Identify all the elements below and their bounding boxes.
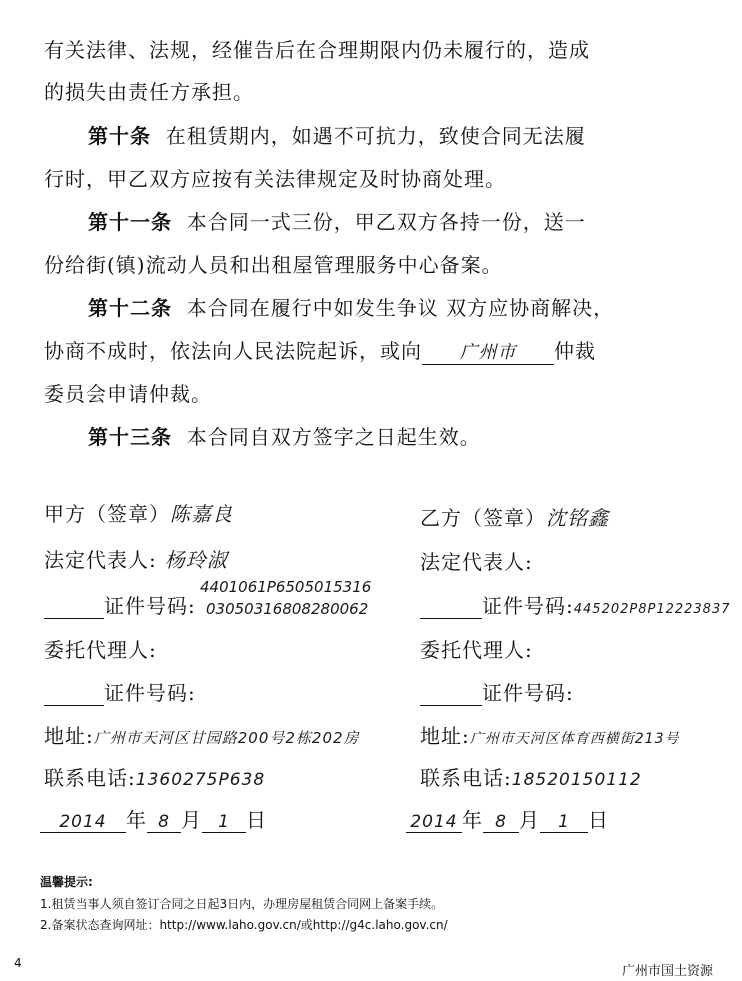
party-b-phone-value: 18520150112: [511, 770, 642, 790]
party-b-sign-label: 乙方（签章）: [420, 506, 546, 530]
body-line-1: 有关法律、法规，经催告后在合理期限内仍未履行的，造成: [44, 38, 590, 62]
party-b-address-value: 广州市天河区体育西横街213号: [469, 731, 680, 747]
party-a-id-label: 证件号码:: [104, 594, 196, 618]
party-a-date-month: 8: [147, 812, 181, 833]
article-12-line-2: [44, 335, 596, 365]
party-a-phone-row: [44, 762, 265, 791]
party-a-rep-label: 法定代表人:: [44, 548, 157, 572]
party-b-agent-label: 委托代理人:: [420, 638, 533, 662]
party-a-agent-id-blank: [44, 681, 104, 706]
party-a-sign-label: 甲方（签章）: [44, 502, 170, 526]
article-12-heading: 第十二条: [88, 296, 172, 320]
arbitration-city-field: 广州市: [422, 338, 554, 365]
party-b-agent-id-blank: [420, 681, 482, 706]
party-a-agent-label: 委托代理人:: [44, 638, 157, 662]
tips-item-1: 1.租赁当事人须自签订合同之日起3日内，办理房屋租赁合同网上备案手续。: [40, 897, 444, 911]
party-a-address-value: 广州市天河区甘园路200号2栋202房: [93, 729, 360, 747]
article-11-line-2: 份给街(镇)流动人员和出租屋管理服务中心备案。: [44, 253, 503, 277]
party-a-agent-id-row: [44, 677, 196, 706]
party-a-date-day: 1: [202, 812, 246, 833]
party-a-phone-label: 联系电话:: [44, 766, 136, 790]
body-line-2: 的损失由责任方承担。: [44, 80, 254, 104]
party-b-phone-row: [420, 762, 642, 791]
party-a-day-char: 日: [246, 808, 267, 832]
party-a-year-char: 年: [126, 808, 147, 832]
article-12-line-1: [88, 292, 614, 321]
party-b-date-day: 1: [540, 812, 588, 833]
party-b-date-month: 8: [483, 812, 519, 833]
article-13-line-1: [88, 421, 481, 450]
party-b-signature: 沈铭鑫: [546, 506, 609, 530]
article-10-line-2: 行时，甲乙双方应按有关法律规定及时协商处理。: [44, 167, 506, 191]
party-a-id-number-1: 4401061P6505015316: [200, 578, 372, 596]
party-b-id-row: [420, 590, 731, 619]
article-11-heading: 第十一条: [88, 210, 172, 234]
article-11-line-1: [88, 206, 586, 235]
article-12-text-2a: 协商不成时，依法向人民法院起诉，或向: [44, 339, 422, 363]
article-12-text-2b: 仲裁: [554, 339, 596, 363]
article-11-text-1: 本合同一式三份，甲乙双方各持一份，送一: [186, 210, 586, 234]
party-a-address-row: [44, 720, 360, 749]
party-a-rep-signature: 杨玲淑: [164, 548, 228, 572]
party-a-date-year: 2014: [40, 812, 126, 833]
party-b-phone-label: 联系电话:: [420, 766, 512, 790]
party-a-rep-row: [44, 544, 228, 573]
party-b-address-label: 地址:: [420, 724, 470, 748]
party-b-sign-row: [420, 502, 609, 531]
party-b-rep-label: 法定代表人:: [420, 550, 533, 574]
party-b-id-number: 445202P8P12223837: [573, 602, 731, 617]
party-a-id-number-2: 03050316808280062: [206, 600, 369, 618]
article-10-heading: 第十条: [88, 124, 151, 148]
article-12-text-1: 本合同在履行中如发生争议 双方应协商解决，: [186, 296, 615, 320]
party-b-id-blank: [420, 594, 482, 619]
article-13-heading: 第十三条: [88, 425, 172, 449]
tips-item-2: 2.备案状态查询网址：http://www.laho.gov.cn/或http://g4c.laho.gov.cn/: [40, 918, 448, 932]
footer-org: 广州市国土资源: [622, 964, 714, 979]
article-13-text-1: 本合同自双方签字之日起生效。: [186, 425, 481, 449]
party-a-id-row: [44, 590, 196, 619]
party-b-day-char: 日: [588, 808, 609, 832]
tips-title: 温馨提示:: [40, 875, 93, 889]
party-a-agent-id-label: 证件号码:: [104, 681, 196, 705]
party-a-phone-value: 1360275P638: [135, 770, 266, 790]
party-b-date-row: [406, 804, 609, 833]
party-a-address-label: 地址:: [44, 724, 94, 748]
page-number: 4: [14, 956, 22, 970]
party-b-month-char: 月: [519, 808, 540, 832]
party-b-agent-id-row: [420, 677, 574, 706]
article-10-line-1: [88, 120, 586, 149]
party-a-month-char: 月: [181, 808, 202, 832]
party-b-agent-id-label: 证件号码:: [482, 681, 574, 705]
article-10-text-1: 在租赁期内，如遇不可抗力，致使合同无法履: [165, 124, 586, 148]
party-b-id-label: 证件号码:: [482, 594, 574, 618]
party-a-signature: 陈嘉良: [170, 502, 233, 526]
party-b-date-year: 2014: [406, 812, 462, 833]
party-b-address-row: [420, 720, 679, 749]
party-a-id-blank: [44, 594, 104, 619]
party-a-date-row: [40, 804, 267, 833]
party-b-year-char: 年: [462, 808, 483, 832]
article-12-line-3: 委员会申请仲裁。: [44, 382, 212, 406]
party-a-sign-row: [44, 498, 233, 527]
